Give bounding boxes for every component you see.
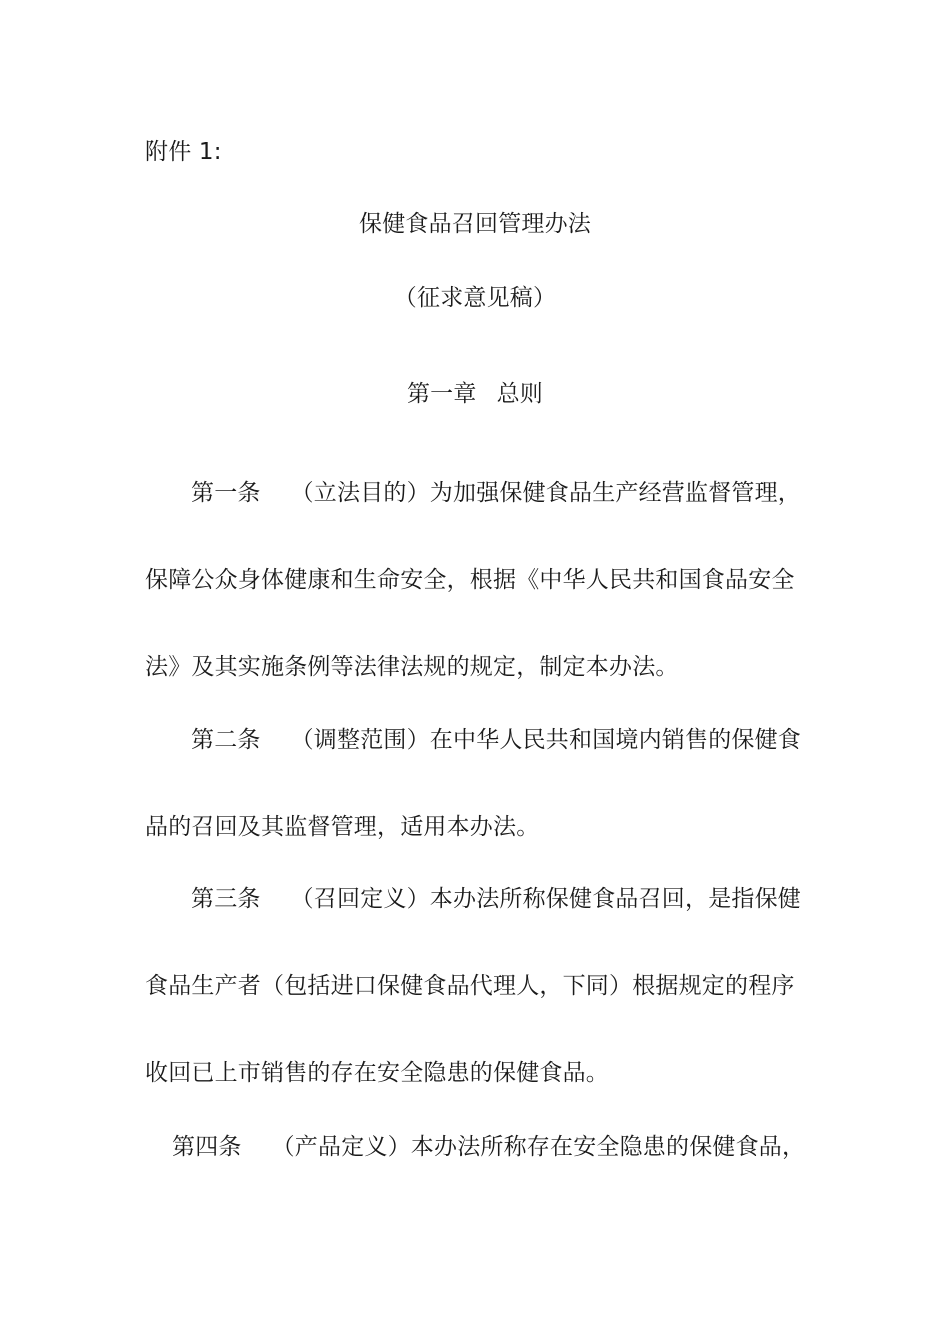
article-4-line-1	[172, 1132, 805, 1162]
chapter-name: 总则	[496, 381, 543, 407]
article-3-line-1	[191, 884, 801, 914]
article-3-text: （召回定义）本办法所称保健食品召回，是指保健	[290, 886, 802, 912]
article-3-label: 第三条	[191, 886, 261, 912]
article-2-text: （调整范围）在中华人民共和国境内销售的保健食	[290, 727, 802, 753]
article-1-line-1	[191, 478, 801, 508]
article-3-line-3: 收回已上市销售的存在安全隐患的保健食品。	[145, 1060, 609, 1086]
article-1-line-2: 保障公众身体健康和生命安全，根据《中华人民共和国食品安全	[145, 567, 795, 593]
article-2-line-2: 品的召回及其监督管理，适用本办法。	[145, 814, 540, 840]
document-title: 保健食品召回管理办法	[359, 211, 591, 237]
article-4-label: 第四条	[172, 1134, 242, 1160]
article-1-label: 第一条	[191, 480, 261, 506]
article-1-line-3: 法》及其实施条例等法律法规的规定，制定本办法。	[145, 654, 679, 680]
chapter-heading	[0, 379, 950, 409]
chapter-number: 第一章	[406, 381, 477, 407]
document-subtitle: （征求意见稿）	[393, 285, 557, 311]
article-2-line-1	[191, 725, 801, 755]
article-1-text: （立法目的）为加强保健食品生产经营监督管理，	[290, 480, 802, 506]
article-3-line-2: 食品生产者（包括进口保健食品代理人，下同）根据规定的程序	[145, 973, 795, 999]
article-4-text: （产品定义）本办法所称存在安全隐患的保健食品，	[271, 1134, 806, 1160]
article-2-label: 第二条	[191, 727, 261, 753]
attachment-label: 附件 1:	[145, 139, 222, 165]
